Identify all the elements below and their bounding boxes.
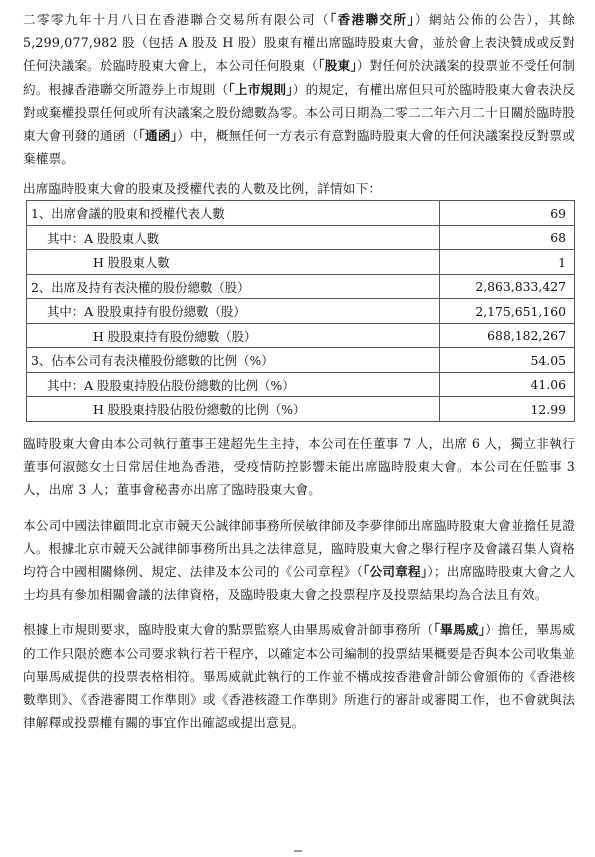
- paragraph-eligibility: [23, 8, 575, 170]
- text-run: 二零零九年十月八日在香港聯合交易所有限公司（: [23, 12, 330, 27]
- table-row: [27, 348, 575, 373]
- defined-term: 「股東」: [318, 58, 357, 74]
- attendance-table: [26, 200, 575, 422]
- table-row: [27, 274, 575, 299]
- row-label: 其中：A 股股東人數: [27, 225, 440, 250]
- row-label: 3、佔本公司有表決權股份總數的比例（%）: [27, 348, 440, 373]
- row-label: 其中：A 股股東持股佔股份總數的比例（%）: [27, 372, 440, 397]
- row-label: H 股股東持有股份總數（股）: [27, 323, 440, 348]
- table-row: [27, 201, 575, 226]
- table-intro: 出席臨時股東大會的股東及授權代表的人數及比例，詳情如下：: [23, 181, 382, 197]
- defined-term: 「通函」: [138, 128, 178, 144]
- row-label: H 股股東人數: [27, 250, 440, 275]
- defined-term: 「畢馬威」: [433, 622, 486, 638]
- paragraph-legal-opinion: [23, 514, 575, 607]
- table-row: [27, 225, 575, 250]
- text-run: 本公司中國法律顧問北京市競天公誠律師事務所侯敏律師及李夢律師出席臨時股東大會並擔任見證人。根據北京市競天公誠律師事務所出具之法律意見，臨時股東大會之舉行程序及會議召集人資格均符合中國相關條例、規定、法律及本公司的《公司章程》（: [23, 517, 575, 579]
- table-row: [27, 250, 575, 275]
- row-value: 2,175,651,160: [440, 299, 575, 324]
- row-value: 688,182,267: [440, 323, 575, 348]
- row-label: 1、出席會議的股東和授權代表人數: [27, 201, 440, 226]
- text-run: ）對任何於決議案的投票並不受任何制約。根據香港聯交所證券上市規則（: [23, 58, 576, 97]
- row-label: 其中：A 股股東持有股份總數（股）: [27, 299, 440, 324]
- text-run: ）網站公佈的公告），其餘 5,299,077,982 股（包括 A 股及 H 股）股東有權出席臨時股東大會，並於會上表決贊成或反對任何決議案。於臨時股東大會上，本公司任何股東（: [23, 12, 575, 74]
- row-value: 54.05: [440, 348, 575, 373]
- row-value: 68: [440, 225, 575, 250]
- table-row: [27, 397, 575, 422]
- text-run: ）的規定，有權出席但只可於臨時股東大會表決反對或棄權投票任何或所有決議案之股份總數為零。本公司日期為二零二二年六月二十日關於臨時股東大會刊發的通函（: [23, 81, 576, 144]
- table-row: [27, 372, 575, 397]
- table-row: [27, 299, 575, 324]
- row-label: 2、出席及持有表決權的股份總數（股）: [27, 274, 440, 299]
- paragraph-chairman: 臨時股東大會由本公司執行董事王建超先生主持，本公司在任董事 7 人，出席 6 人，獨立非執行董事何淑懿女士日常居住地為香港，受疫情防控影響未能出席臨時股東大會。本公司在任監事 3 人，出席 3 人；董事會秘書亦出席了臨時股東大會。: [23, 435, 575, 498]
- text-run: ）；出席臨時股東大會之人士均具有參加相關會議的法律資格，及臨時股東大會之投票程序及投票結果均為合法且有效。: [23, 563, 575, 603]
- defined-term: 「公司章程」: [363, 563, 428, 579]
- paragraph-scrutineer: [23, 618, 575, 734]
- page-footer-mark: [294, 850, 302, 852]
- row-label: H 股股東持股佔股份總數的比例（%）: [27, 397, 440, 422]
- text-run: ）中，概無任何一方表示有意對臨時股東大會的任何決議案投反對票或棄權票。: [23, 128, 575, 167]
- row-value: 12.99: [440, 397, 575, 422]
- row-value: 1: [440, 250, 575, 275]
- row-value: 41.06: [440, 372, 575, 397]
- text-run: 根據上市規則要求，臨時股東大會的點票監察人由畢馬威會計師事務所（: [23, 622, 434, 638]
- defined-term: 「上市規則」: [228, 81, 293, 97]
- row-value: 2,863,833,427: [440, 274, 575, 299]
- defined-term: 「香港聯交所」: [329, 12, 416, 27]
- table-row: [27, 323, 575, 348]
- document-page: [23, 8, 575, 734]
- text-run: ）擔任，畢馬威的工作只限於應本公司要求執行若干程序，以確定本公司編制的投票結果概要是否與本公司收集並向畢馬威提供的投票表格相符。畢馬威就此執行的工作並不構成按香港會計師公會頒佈的《香港核數準則》、《香港審閱工作準則》或《香港核證工作準則》所進行的審計或審閱工作，也不會就與法律解釋或投票權有關的事宜作出確認或提出意見。: [23, 622, 575, 731]
- row-value: 69: [440, 201, 575, 226]
